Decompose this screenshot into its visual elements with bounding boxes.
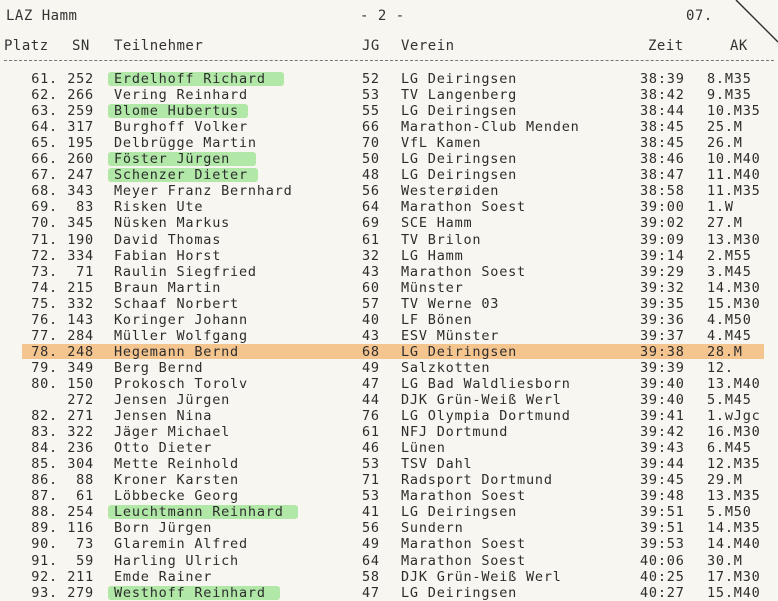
cell-zeit: 39:32 <box>640 279 685 296</box>
cell-jg: 49 <box>362 536 380 553</box>
cell-sn: 215 <box>67 279 94 296</box>
cell-ak: 5.M50 <box>707 504 752 521</box>
cell-verein: Radsport Dortmund <box>401 472 553 489</box>
table-row <box>0 87 778 103</box>
cell-sn: 260 <box>67 151 94 168</box>
header-club: LAZ Hamm <box>6 8 78 24</box>
cell-ak: 9.M35 <box>707 87 752 104</box>
cell-platz: 67. <box>31 167 58 184</box>
cell-zeit: 39:36 <box>640 311 685 328</box>
cell-jg: 56 <box>362 520 380 537</box>
col-head-ak: AK <box>730 38 748 54</box>
cell-platz: 76. <box>31 311 58 328</box>
cell-ak: 6.M45 <box>707 440 752 457</box>
cell-verein: Marathon Soest <box>401 536 526 553</box>
cell-platz: 84. <box>31 440 58 457</box>
cell-ak: 13.M30 <box>707 231 761 248</box>
table-row <box>0 119 778 135</box>
cell-jg: 68 <box>362 343 380 360</box>
cell-name: Schaaf Norbert <box>114 295 239 312</box>
cell-jg: 41 <box>362 504 380 521</box>
cell-name: Blome Hubertus <box>114 103 239 120</box>
cell-jg: 53 <box>362 456 380 473</box>
cell-verein: Marathon Soest <box>401 263 526 280</box>
cell-zeit: 39:35 <box>640 295 685 312</box>
table-row <box>0 199 778 215</box>
cell-ak: 11.M40 <box>707 167 761 184</box>
cell-verein: TV Langenberg <box>401 87 518 104</box>
cell-jg: 46 <box>362 440 380 457</box>
cell-zeit: 38:46 <box>640 151 685 168</box>
table-row <box>0 312 778 328</box>
cell-zeit: 39:02 <box>640 215 685 232</box>
cell-name: Delbrügge Martin <box>114 135 257 152</box>
table-row <box>0 488 778 504</box>
cell-verein: VfL Kamen <box>401 135 482 152</box>
cell-platz: 80. <box>31 375 58 392</box>
cell-zeit: 39:53 <box>640 536 685 553</box>
cell-ak: 26.M <box>707 135 743 152</box>
cell-jg: 71 <box>362 472 380 489</box>
cell-ak: 5.M45 <box>707 392 752 408</box>
cell-platz: 77. <box>31 327 58 344</box>
cell-sn: 272 <box>67 392 94 408</box>
cell-name: Mette Reinhold <box>114 456 239 473</box>
cell-sn: 150 <box>67 375 94 392</box>
header-separator <box>4 60 774 61</box>
cell-name: David Thomas <box>114 231 222 248</box>
cell-sn: 304 <box>67 456 94 473</box>
col-head-zeit: Zeit <box>648 38 684 54</box>
cell-ak: 13.M40 <box>707 375 761 392</box>
table-row <box>0 135 778 151</box>
cell-sn: 254 <box>67 504 94 521</box>
cell-name: Berg Bernd <box>114 359 204 376</box>
cell-jg: 56 <box>362 183 380 200</box>
cell-verein: LG Bad Waldliesborn <box>401 375 571 392</box>
cell-jg: 66 <box>362 119 380 136</box>
cell-verein: Lünen <box>401 440 446 457</box>
cell-sn: 332 <box>67 295 94 312</box>
table-row <box>0 71 778 87</box>
cell-sn: 61 <box>76 488 94 505</box>
cell-verein: TV Werne 03 <box>401 295 500 312</box>
cell-ak: 1.W <box>707 199 734 216</box>
cell-jg: 53 <box>362 87 380 104</box>
corner-fold-mark <box>718 0 778 60</box>
cell-name: Otto Dieter <box>114 440 213 457</box>
cell-zeit: 38:45 <box>640 135 685 152</box>
cell-jg: 60 <box>362 279 380 296</box>
table-row <box>0 376 778 392</box>
cell-name: Braun Martin <box>114 279 222 296</box>
table-row <box>0 215 778 231</box>
cell-name: Schenzer Dieter <box>114 167 248 184</box>
cell-jg: 48 <box>362 167 380 184</box>
cell-sn: 116 <box>67 520 94 537</box>
cell-name: Glaremin Alfred <box>114 536 248 553</box>
cell-zeit: 39:45 <box>640 472 685 489</box>
cell-verein: Salzkotten <box>401 359 491 376</box>
cell-sn: 143 <box>67 311 94 328</box>
cell-platz: 88. <box>31 504 58 521</box>
table-row <box>0 328 778 344</box>
table-row <box>0 392 778 408</box>
cell-sn: 248 <box>67 343 94 360</box>
table-row <box>0 585 778 601</box>
cell-jg: 40 <box>362 311 380 328</box>
cell-jg: 43 <box>362 263 380 280</box>
table-row <box>0 151 778 167</box>
cell-verein: Marathon Soest <box>401 488 526 505</box>
cell-name: Fabian Horst <box>114 247 222 264</box>
cell-jg: 69 <box>362 215 380 232</box>
cell-verein: Marathon-Club Menden <box>401 119 580 136</box>
cell-jg: 50 <box>362 151 380 168</box>
cell-ak: 29.M <box>707 472 743 489</box>
cell-zeit: 39:39 <box>640 359 685 376</box>
cell-verein: DJK Grün-Weiß Werl <box>401 568 562 585</box>
table-row <box>0 232 778 248</box>
cell-zeit: 39:37 <box>640 327 685 344</box>
cell-zeit: 39:43 <box>640 440 685 457</box>
cell-jg: 61 <box>362 231 380 248</box>
cell-name: Harling Ulrich <box>114 552 239 569</box>
cell-name: Erdelhoff Richard <box>114 71 266 87</box>
cell-zeit: 39:51 <box>640 520 685 537</box>
col-head-jg: JG <box>362 38 380 54</box>
cell-ak: 17.M30 <box>707 568 761 585</box>
cell-zeit: 38:39 <box>640 71 685 87</box>
cell-platz: 79. <box>31 359 58 376</box>
cell-zeit: 40:27 <box>640 584 685 601</box>
cell-sn: 345 <box>67 215 94 232</box>
cell-sn: 284 <box>67 327 94 344</box>
cell-verein: TSV Dahl <box>401 456 473 473</box>
cell-platz: 93. <box>31 584 58 601</box>
cell-platz: 68. <box>31 183 58 200</box>
cell-sn: 317 <box>67 119 94 136</box>
cell-platz: 86. <box>31 472 58 489</box>
cell-sn: 211 <box>67 568 94 585</box>
cell-zeit: 40:06 <box>640 552 685 569</box>
cell-zeit: 39:09 <box>640 231 685 248</box>
cell-verein: TV Brilon <box>401 231 482 248</box>
cell-ak: 28.M <box>707 343 743 360</box>
cell-verein: LF Bönen <box>401 311 473 328</box>
table-row <box>0 440 778 456</box>
cell-ak: 10.M35 <box>707 103 761 120</box>
cell-verein: Westerøiden <box>401 183 500 200</box>
cell-ak: 1.wJgc <box>707 408 761 425</box>
cell-zeit: 39:00 <box>640 199 685 216</box>
cell-platz: 65. <box>31 135 58 152</box>
cell-platz: 87. <box>31 488 58 505</box>
cell-ak: 14.M40 <box>707 536 761 553</box>
cell-ak: 12. <box>707 359 734 376</box>
cell-zeit: 38:45 <box>640 119 685 136</box>
cell-sn: 71 <box>76 263 94 280</box>
cell-zeit: 39:14 <box>640 247 685 264</box>
cell-zeit: 39:42 <box>640 424 685 441</box>
cell-sn: 322 <box>67 424 94 441</box>
cell-zeit: 39:40 <box>640 375 685 392</box>
cell-verein: Marathon Soest <box>401 552 526 569</box>
cell-name: Burghoff Volker <box>114 119 248 136</box>
cell-name: Koringer Johann <box>114 311 248 328</box>
cell-sn: 349 <box>67 359 94 376</box>
cell-sn: 266 <box>67 87 94 104</box>
col-head-teilnehmer: Teilnehmer <box>114 38 204 54</box>
cell-zeit: 38:58 <box>640 183 685 200</box>
table-row <box>0 569 778 585</box>
cell-zeit: 39:29 <box>640 263 685 280</box>
table-row <box>0 456 778 472</box>
cell-jg: 43 <box>362 327 380 344</box>
cell-verein: Marathon Soest <box>401 199 526 216</box>
cell-ak: 4.M45 <box>707 327 752 344</box>
cell-platz: 70. <box>31 215 58 232</box>
table-row <box>0 360 778 376</box>
table-row <box>0 296 778 312</box>
cell-jg: 57 <box>362 295 380 312</box>
cell-verein: Sundern <box>401 520 464 537</box>
cell-platz: 82. <box>31 408 58 425</box>
cell-platz: 91. <box>31 552 58 569</box>
table-row <box>0 504 778 520</box>
cell-platz: 83. <box>31 424 58 441</box>
cell-sn: 73 <box>76 536 94 553</box>
cell-zeit: 39:40 <box>640 392 685 408</box>
cell-platz: 90. <box>31 536 58 553</box>
cell-jg: 76 <box>362 408 380 425</box>
table-row <box>0 472 778 488</box>
cell-verein: NFJ Dortmund <box>401 424 509 441</box>
table-row <box>0 280 778 296</box>
cell-verein: LG Deiringsen <box>401 151 518 168</box>
cell-zeit: 39:38 <box>640 343 685 360</box>
cell-name: Jensen Nina <box>114 408 213 425</box>
cell-sn: 334 <box>67 247 94 264</box>
cell-ak: 13.M35 <box>707 488 761 505</box>
cell-sn: 252 <box>67 71 94 87</box>
cell-verein: LG Deiringsen <box>401 167 518 184</box>
cell-ak: 11.M35 <box>707 183 761 200</box>
cell-jg: 55 <box>362 103 380 120</box>
cell-ak: 3.M45 <box>707 263 752 280</box>
cell-ak: 15.M30 <box>707 295 761 312</box>
cell-sn: 83 <box>76 199 94 216</box>
cell-sn: 88 <box>76 472 94 489</box>
cell-jg: 53 <box>362 488 380 505</box>
cell-ak: 12.M35 <box>707 456 761 473</box>
cell-sn: 279 <box>67 584 94 601</box>
cell-verein: LG Deiringsen <box>401 71 518 87</box>
cell-name: Nüsken Markus <box>114 215 231 232</box>
cell-platz: 62. <box>31 87 58 104</box>
cell-verein: LG Olympia Dortmund <box>401 408 571 425</box>
col-head-sn: SN <box>72 38 90 54</box>
table-row <box>0 167 778 183</box>
header-page-number: - 2 - <box>360 8 405 24</box>
cell-name: Leuchtmann Reinhard <box>114 504 284 521</box>
cell-zeit: 39:41 <box>640 408 685 425</box>
cell-sn: 59 <box>76 552 94 569</box>
cell-verein: Münster <box>401 279 464 296</box>
cell-platz: 78. <box>31 343 58 360</box>
table-row <box>0 408 778 424</box>
cell-zeit: 39:44 <box>640 456 685 473</box>
cell-ak: 15.M40 <box>707 584 761 601</box>
cell-platz: 92. <box>31 568 58 585</box>
cell-platz: 63. <box>31 103 58 120</box>
cell-name: Emde Rainer <box>114 568 213 585</box>
cell-platz: 66. <box>31 151 58 168</box>
table-row <box>0 103 778 119</box>
cell-verein: LG Deiringsen <box>401 103 518 120</box>
cell-verein: LG Deiringsen <box>401 343 518 360</box>
cell-zeit: 38:47 <box>640 167 685 184</box>
cell-name: Hegemann Bernd <box>114 343 239 360</box>
cell-platz: 75. <box>31 295 58 312</box>
cell-name: Born Jürgen <box>114 520 213 537</box>
cell-name: Prokosch Torolv <box>114 375 248 392</box>
cell-platz: 72. <box>31 247 58 264</box>
cell-name: Föster Jürgen <box>114 151 231 168</box>
table-row <box>0 553 778 569</box>
cell-jg: 52 <box>362 71 380 87</box>
cell-name: Löbbecke Georg <box>114 488 239 505</box>
cell-sn: 271 <box>67 408 94 425</box>
cell-sn: 195 <box>67 135 94 152</box>
cell-verein: LG Deiringsen <box>401 504 518 521</box>
cell-name: Risken Ute <box>114 199 204 216</box>
cell-jg: 64 <box>362 199 380 216</box>
cell-verein: LG Deiringsen <box>401 584 518 601</box>
table-row <box>0 264 778 280</box>
cell-jg: 49 <box>362 359 380 376</box>
cell-sn: 190 <box>67 231 94 248</box>
cell-platz: 64. <box>31 119 58 136</box>
cell-name: Raulin Siegfried <box>114 263 257 280</box>
cell-name: Westhoff Reinhard <box>114 584 266 601</box>
cell-jg: 47 <box>362 375 380 392</box>
table-row <box>0 536 778 552</box>
cell-sn: 247 <box>67 167 94 184</box>
cell-zeit: 39:48 <box>640 488 685 505</box>
cell-verein: DJK Grün-Weiß Werl <box>401 392 562 408</box>
cell-jg: 44 <box>362 392 380 408</box>
cell-verein: ESV Münster <box>401 327 500 344</box>
cell-platz: 71. <box>31 231 58 248</box>
cell-zeit: 39:51 <box>640 504 685 521</box>
cell-ak: 2.M55 <box>707 247 752 264</box>
cell-jg: 32 <box>362 247 380 264</box>
cell-zeit: 40:25 <box>640 568 685 585</box>
cell-jg: 70 <box>362 135 380 152</box>
cell-ak: 14.M35 <box>707 520 761 537</box>
table-row <box>0 183 778 199</box>
cell-platz: 73. <box>31 263 58 280</box>
cell-verein: LG Hamm <box>401 247 464 264</box>
cell-ak: 10.M40 <box>707 151 761 168</box>
cell-ak: 14.M30 <box>707 279 761 296</box>
cell-zeit: 38:44 <box>640 103 685 120</box>
cell-jg: 58 <box>362 568 380 585</box>
cell-platz: 69. <box>31 199 58 216</box>
cell-verein: SCE Hamm <box>401 215 473 232</box>
cell-jg: 61 <box>362 424 380 441</box>
header-right: 07. <box>686 8 713 24</box>
cell-name: Jensen Jürgen <box>114 392 231 408</box>
cell-sn: 236 <box>67 440 94 457</box>
table-row <box>0 520 778 536</box>
table-row <box>0 424 778 440</box>
cell-ak: 25.M <box>707 119 743 136</box>
cell-platz: 74. <box>31 279 58 296</box>
cell-ak: 4.M50 <box>707 311 752 328</box>
cell-name: Kroner Karsten <box>114 472 239 489</box>
cell-zeit: 38:42 <box>640 87 685 104</box>
cell-sn: 259 <box>67 103 94 120</box>
cell-platz: 89. <box>31 520 58 537</box>
cell-ak: 30.M <box>707 552 743 569</box>
cell-sn: 343 <box>67 183 94 200</box>
cell-name: Meyer Franz Bernhard <box>114 183 293 200</box>
cell-ak: 16.M30 <box>707 424 761 441</box>
cell-name: Vering Reinhard <box>114 87 248 104</box>
cell-jg: 47 <box>362 584 380 601</box>
cell-platz: 85. <box>31 456 58 473</box>
cell-ak: 8.M35 <box>707 71 752 87</box>
col-head-verein: Verein <box>401 38 455 54</box>
table-row <box>0 344 778 360</box>
col-head-platz: Platz <box>4 38 49 54</box>
cell-name: Jäger Michael <box>114 424 231 441</box>
cell-platz: 61. <box>31 71 58 87</box>
table-row <box>0 248 778 264</box>
cell-jg: 64 <box>362 552 380 569</box>
cell-name: Müller Wolfgang <box>114 327 248 344</box>
cell-ak: 27.M <box>707 215 743 232</box>
